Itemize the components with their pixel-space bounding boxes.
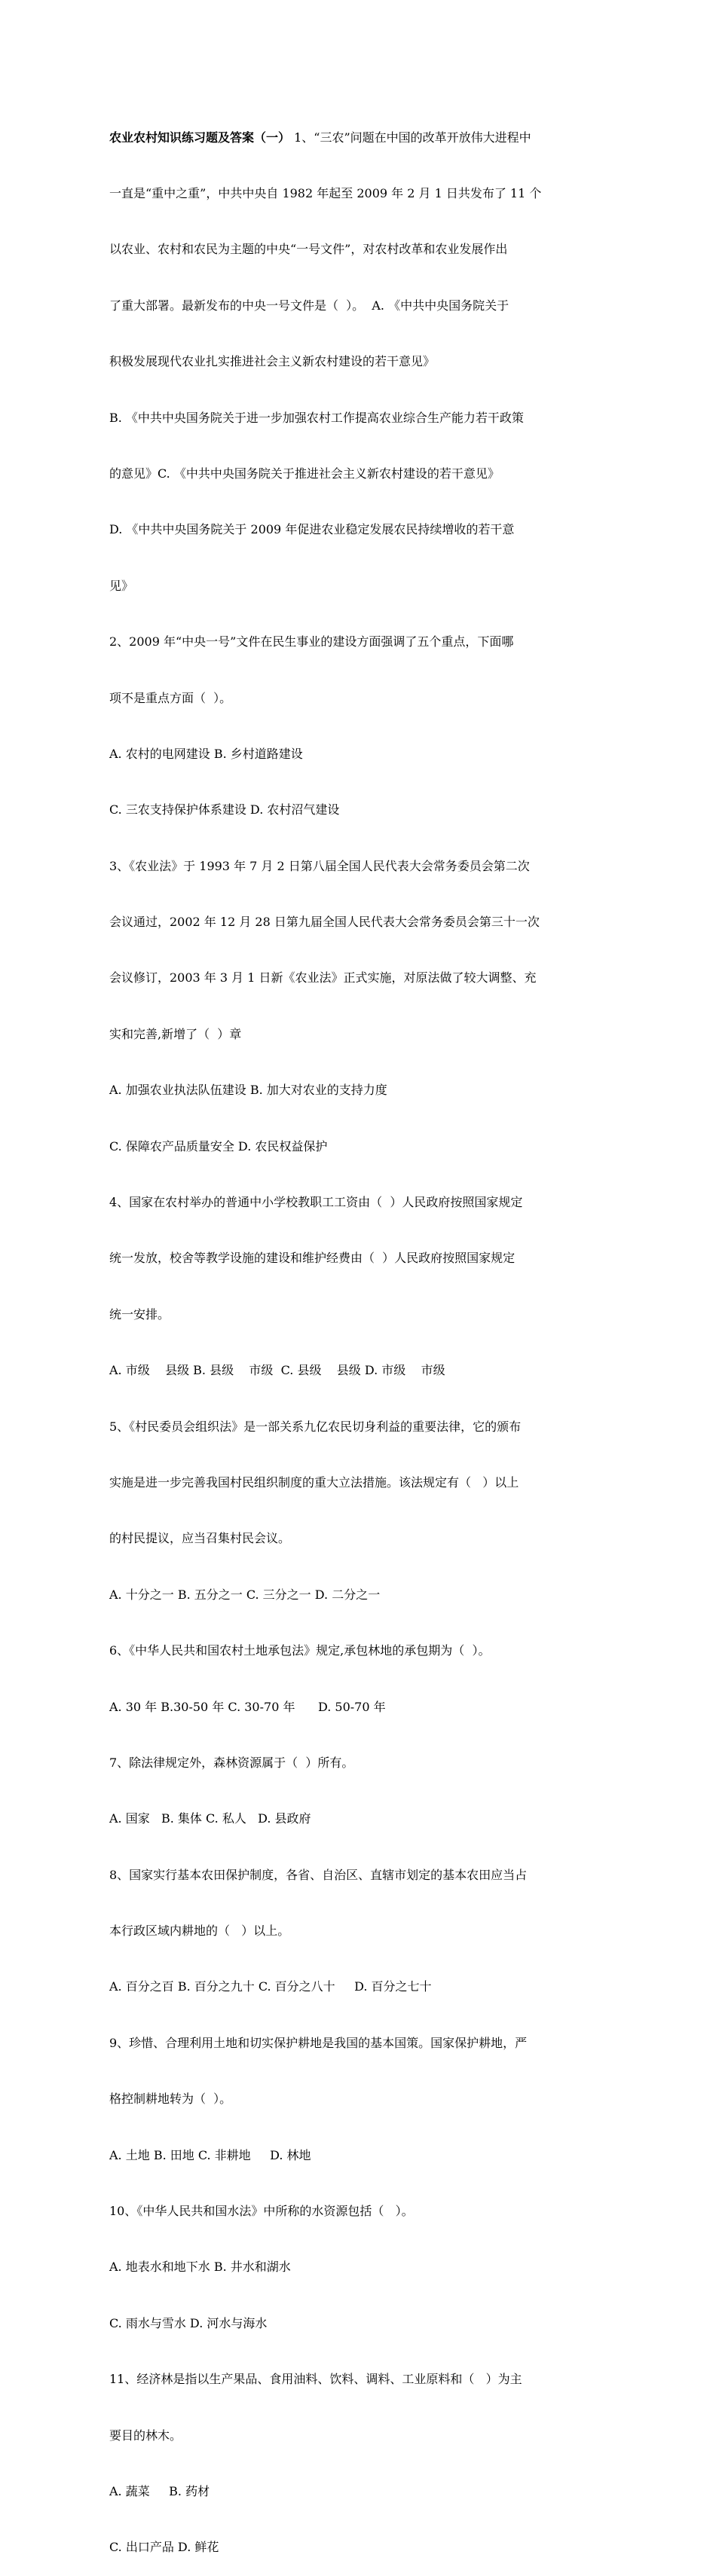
text-line: 积极发展现代农业扎实推进社会主义新农村建设的若干意见》 [109,354,436,369]
text-line: B. 《中共中央国务院关于进一步加强农村工作提高农业综合生产能力若干政策 [109,410,524,425]
text-line: A. 百分之百 B. 百分之九十 C. 百分之八十 D. 百分之七十 [109,1979,432,1994]
text-line: 统一安排。 [109,1306,170,1322]
text-line: A. 国家 B. 集体 C. 私人 D. 县政府 [109,1811,311,1826]
text-line: 统一发放，校舍等教学设施的建设和维护经费由（ ）人民政府按照国家规定 [109,1251,516,1266]
text-line-1 [109,129,610,148]
text-line: 3、《农业法》于 1993 年 7 月 2 日第八届全国人民代表大会常务委员会第二次 [109,858,530,873]
text-line: 要目的林木。 [109,2428,182,2443]
document-body [109,91,610,2576]
text-line: 本行政区域内耕地的（ ）以上。 [109,1924,290,1939]
text-line: C. 保障农产品质量安全 D. 农民权益保护 [109,1138,328,1154]
text-line: 格控制耕地转为（ ）。 [109,2092,232,2107]
text-line: A. 地表水和地下水 B. 井水和湖水 [109,2260,291,2275]
text-line: 一直是“重中之重”，中共中央自 1982 年起至 2009 年 2 月 1 日共发布了 11 个 [109,185,542,200]
text-line: 5、《村民委员会组织法》是一部关系九亿农民切身利益的重要法律，它的颁布 [109,1419,522,1434]
text-line: A. 30 年 B.30-50 年 C. 30-70 年 D. 50-70 年 [109,1699,386,1714]
text-line: 10、《中华人民共和国水法》中所称的水资源包括（ ）。 [109,2204,414,2219]
text-line: C. 雨水与雪水 D. 河水与海水 [109,2315,268,2330]
text-line: 会议修订，2003 年 3 月 1 日新《农业法》正式实施，对原法做了较大调整、充 [109,970,537,985]
text-line: 实施是进一步完善我国村民组织制度的重大立法措施。该法规定有（ ）以上 [109,1474,519,1490]
text-line: D. 《中共中央国务院关于 2009 年促进农业稳定发展农民持续增收的若干意 [109,522,515,537]
text-line: 以农业、农村和农民为主题的中央“一号文件”，对农村改革和农业发展作出 [109,242,508,257]
text-line: A. 土地 B. 田地 C. 非耕地 D. 林地 [109,2147,311,2162]
text-line: A. 农村的电网建设 B. 乡村道路建设 [109,746,303,761]
text-line: 9、珍惜、合理利用土地和切实保护耕地是我国的基本国策。国家保护耕地，严 [109,2035,528,2050]
text-line: 见》 [109,578,134,593]
text-line: C. 三农支持保护体系建设 D. 农村沼气建设 [109,802,340,817]
text-line: A. 加强农业执法队伍建设 B. 加大对农业的支持力度 [109,1083,387,1098]
text-line: 8、国家实行基本农田保护制度，各省、自治区、直辖市划定的基本农田应当占 [109,1867,528,1882]
text-line: 7、除法律规定外，森林资源属于（ ）所有。 [109,1755,354,1770]
text-line: A. 蔬菜 B. 药材 [109,2484,210,2498]
text-line: A. 市级 县级 B. 县级 市级 C. 县级 县级 D. 市级 市级 [109,1363,445,1378]
text-line: 6、《中华人民共和国农村土地承包法》规定,承包林地的承包期为（ ）。 [109,1643,491,1658]
text-line: C. 出口产品 D. 鲜花 [109,2540,219,2555]
text-line: 的意见》C. 《中共中央国务院关于推进社会主义新农村建设的若干意见》 [109,466,500,481]
text-line: 2、2009 年“中央一号”文件在民生事业的建设方面强调了五个重点，下面哪 [109,634,514,649]
text-line: 项不是重点方面（ ）。 [109,690,232,705]
question-1-text: 1、“三农”问题在中国的改革开放伟大进程中 [290,130,531,145]
text-line: 4、国家在农村举办的普通中小学校教职工工资由（ ）人民政府按照国家规定 [109,1195,523,1210]
text-line: 实和完善,新增了（ ）章 [109,1026,242,1041]
text-line: 了重大部署。最新发布的中央一号文件是（ ）。 A. 《中共中央国务院关于 [109,298,509,313]
text-line: 的村民提议，应当召集村民会议。 [109,1531,291,1546]
text-line: 11、经济林是指以生产果品、食用油料、饮料、调料、工业原料和（ ）为主 [109,2372,522,2387]
text-line: 会议通过，2002 年 12 月 28 日第九届全国人民代表大会常务委员会第三十一次 [109,915,540,930]
document-title: 农业农村知识练习题及答案（一） [109,130,291,145]
text-line: A. 十分之一 B. 五分之一 C. 三分之一 D. 二分之一 [109,1587,381,1602]
